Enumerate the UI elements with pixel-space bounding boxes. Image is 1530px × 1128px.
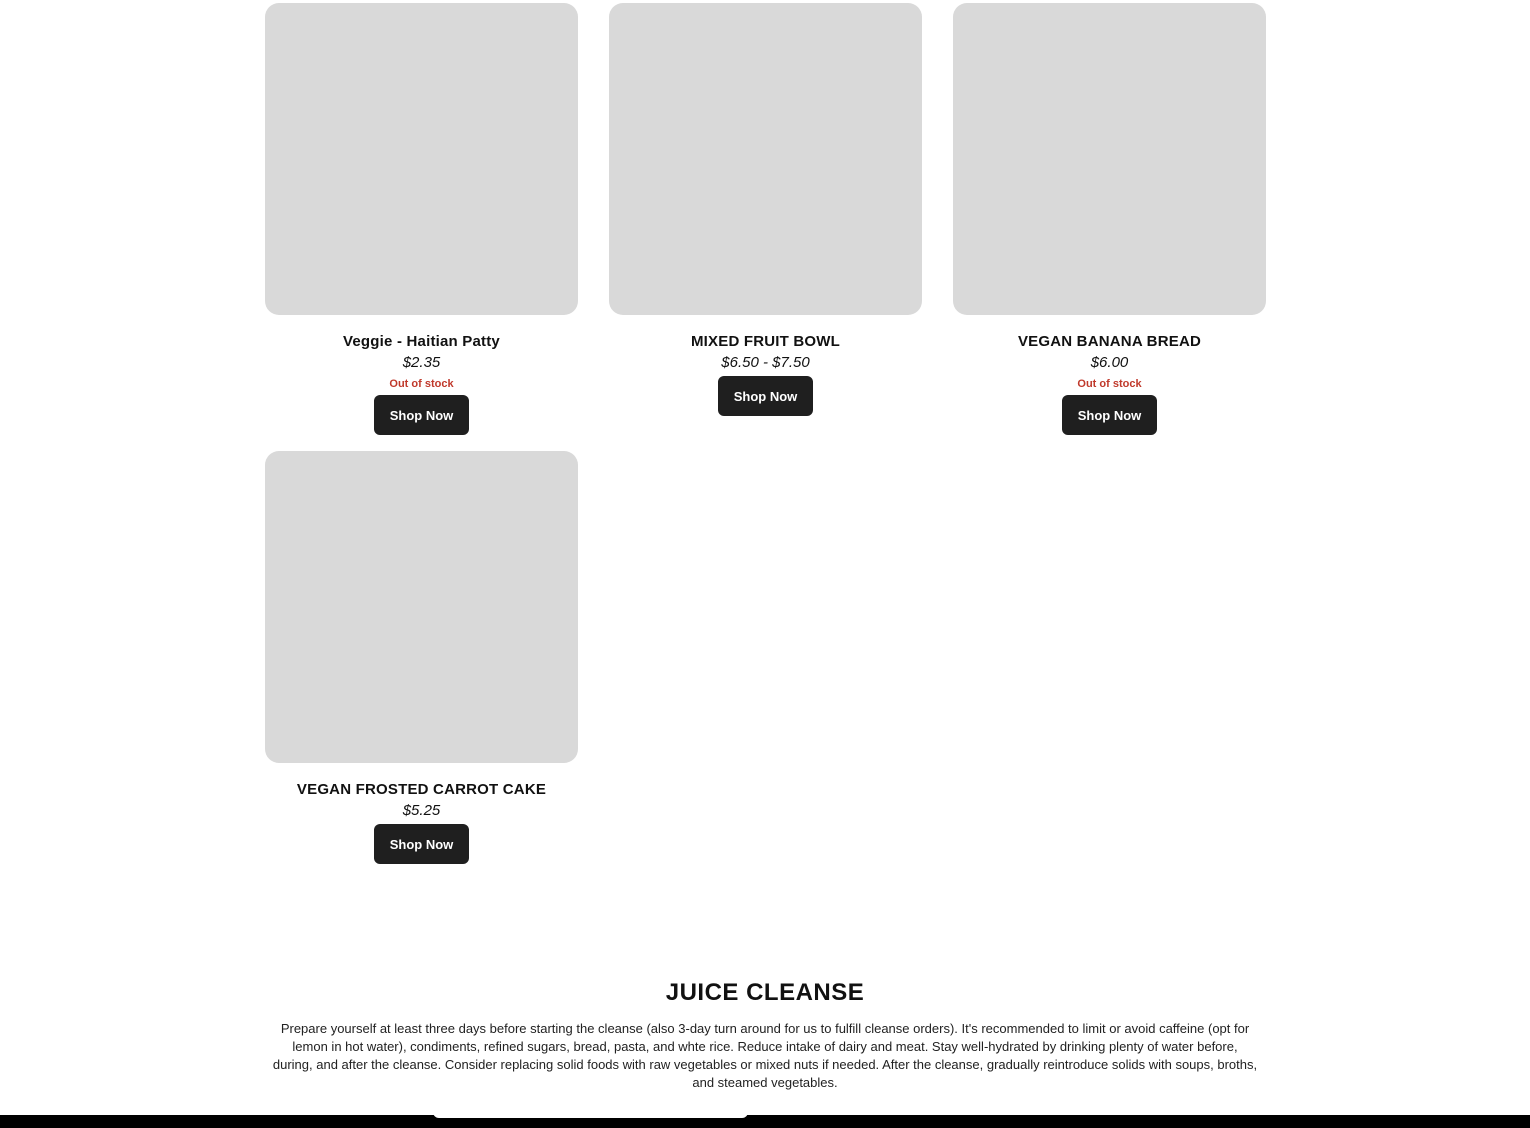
stock-status: Out of stock: [389, 378, 454, 390]
product-card: [953, 3, 1266, 435]
product-card: [265, 451, 578, 864]
section-description: Prepare yourself at least three days before starting the cleanse (also 3-day turn around for us to fulfill cleanse orders). It's recommended to limit or avoid caffeine (opt for lemon in hot water), condiments, refined sugars, bread, pasta, and whte rice. Reduce intake of dairy and meat. Stay well-hydrated by drinking plenty of water before, during, and after the cleanse. Consider replacing solid foods with raw vegetables or mixed nuts if needed. After the cleanse, gradually reintroduce solids with soups, broths, and steamed vegetables.: [272, 1021, 1258, 1090]
stock-status: Out of stock: [1077, 378, 1142, 390]
product-price: $5.25: [402, 802, 441, 819]
product-title[interactable]: Veggie - Haitian Patty: [343, 333, 500, 350]
footer-bar: [0, 1115, 1530, 1128]
shop-now-button[interactable]: Shop Now: [718, 376, 814, 416]
product-image[interactable]: [953, 3, 1266, 315]
product-image[interactable]: [609, 3, 922, 315]
shop-now-button[interactable]: Shop Now: [374, 824, 470, 864]
product-price: $6.50 - $7.50: [721, 354, 810, 371]
juice-cleanse-section: [265, 977, 1265, 1092]
product-title[interactable]: VEGAN FROSTED CARROT CAKE: [296, 781, 547, 798]
product-image[interactable]: [265, 3, 578, 315]
product-image[interactable]: [265, 451, 578, 763]
footer-tab-edge: [433, 1112, 748, 1118]
product-price: $6.00: [1090, 354, 1129, 371]
shop-now-button[interactable]: Shop Now: [1062, 395, 1158, 435]
product-card: [265, 3, 578, 435]
section-title: JUICE CLEANSE: [665, 979, 865, 1006]
product-title[interactable]: MIXED FRUIT BOWL: [690, 333, 841, 350]
product-card: [609, 3, 922, 435]
product-grid: [265, 3, 1265, 864]
shop-now-button[interactable]: Shop Now: [374, 395, 470, 435]
product-price: $2.35: [402, 354, 441, 371]
product-title[interactable]: VEGAN BANANA BREAD: [1017, 333, 1202, 350]
